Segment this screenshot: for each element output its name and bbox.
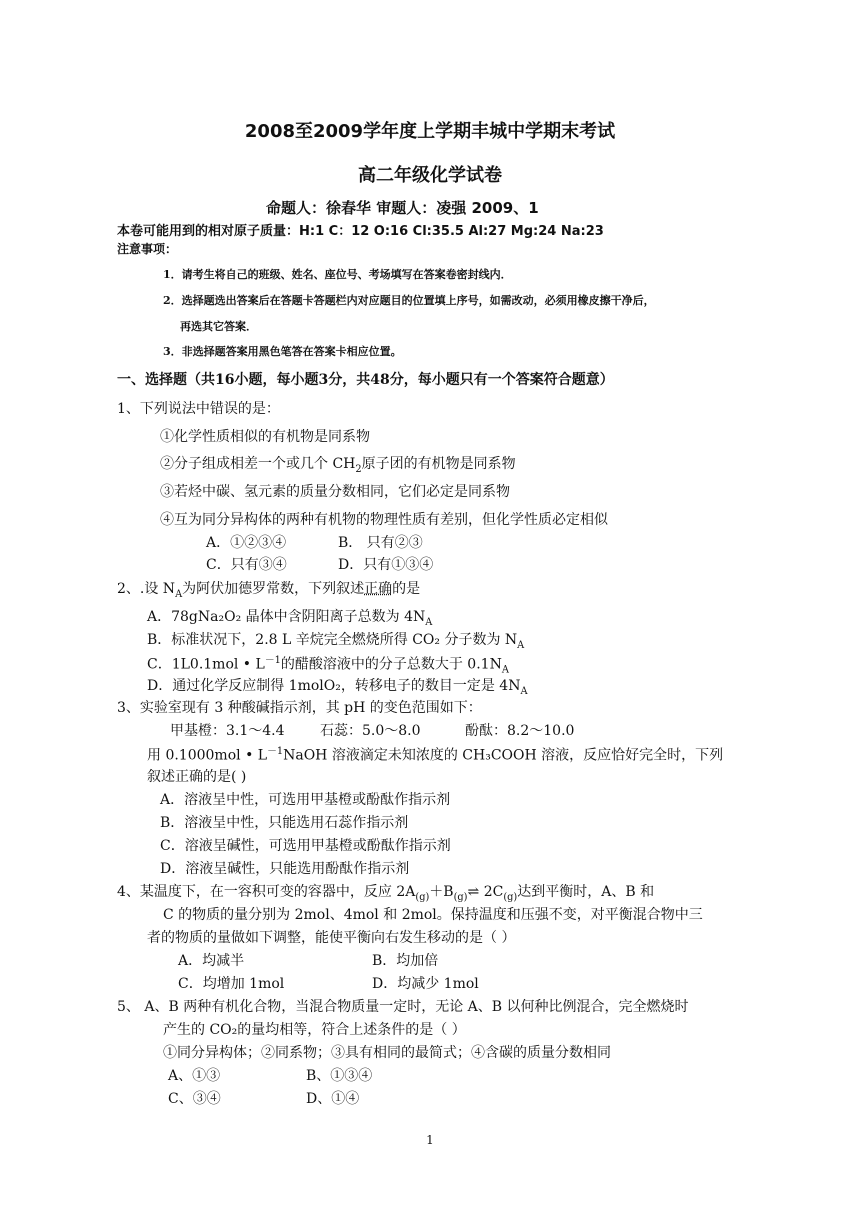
q1-option-b: B． 只有②③ [338,535,423,551]
q2-stem-a: 2、.设 N [117,581,176,597]
q2-a-text: A．78gNa₂O₂ 晶体中含阴阳离子总数为 4N [147,609,426,625]
question-1-stem: 1、下列说法中错误的是： [117,401,280,417]
q3-option-c: C．溶液呈碱性，可选用甲基橙或酚酞作指示剂 [160,838,451,854]
q4-option-d: D．均减少 1mol [372,976,479,992]
q3-indicator-litmus: 石蕊：5.0～8.0 [320,723,421,739]
q3-line-3: 叙述正确的是( ) [147,769,247,785]
notice-3: 3．非选择题答案用黑色笔答在答案卡相应位置。 [163,345,402,358]
q2-stem-c: 的是 [392,581,421,597]
q1-statement-2 [160,453,516,475]
q1-option-a: A．①②③④ [206,535,287,551]
page-number: 1 [426,1133,434,1147]
q1-statement-3: ③若烃中碳、氢元素的质量分数相同，它们必定是同系物 [160,484,510,500]
q2-stem-b: 为阿伏加德罗常数，下列叙述 [182,581,365,597]
q2-option-a [147,606,432,628]
q5-option-a: A、①③ [168,1068,221,1084]
q4-g3: (g) [503,891,518,903]
question-4-line-1 [117,881,654,903]
q4-g1: (g) [415,891,430,903]
q4-g2: (g) [453,891,468,903]
q2-stem-sub: A [175,588,183,600]
q4-option-a: A．均减半 [178,953,245,969]
authors-line: 命题人：徐春华 审题人：凌强 2009、1 [266,199,539,217]
q2-option-d [147,675,528,697]
q5-line-2: 产生的 CO₂的量均相等，符合上述条件的是（ ） [163,1022,466,1038]
q5-option-b: B、①③④ [306,1068,373,1084]
notice-1: 1．请考生将自己的班级、姓名、座位号、考场填写在答案卷密封线内． [163,268,512,281]
q1-s2-sub: 2 [355,463,362,475]
q2-a-sub: A [425,616,433,628]
q2-b-text: B．标准状况下，2.8 L 辛烷完全燃烧所得 CO₂ 分子数为 N [147,632,518,648]
q3-option-a: A．溶液呈中性，可选用甲基橙或酚酞作指示剂 [160,792,451,808]
q4-option-c: C．均增加 1mol [178,976,285,992]
q1-statement-4: ④互为同分异构体的两种有机物的物理性质有差别，但化学性质必定相似 [160,512,608,528]
q1-statement-1: ①化学性质相似的有机物是同系物 [160,429,370,445]
q4-option-b: B．均加倍 [372,953,439,969]
exam-title: 2008至2009学年度上学期丰城中学期末考试 [244,121,616,142]
q1-s2-text-b: 原子团的有机物是同系物 [361,456,516,472]
q2-option-b [147,629,524,651]
q5-line-3: ①同分异构体；②同系物；③具有相同的最简式；④含碳的质量分数相同 [163,1045,611,1061]
q3-indicator-methyl-orange: 甲基橙：3.1～4.4 [170,723,285,739]
q3-line-2 [147,743,723,765]
notice-label: 注意事项： [117,242,178,256]
q3-line2-sup: －1 [267,746,284,757]
q2-d-sub: A [520,685,528,697]
notice-2: 2．选择题选出答案后在答题卡答题栏内对应题目的位置填上序号，如需改动，必须用橡皮擦干净后， [163,294,655,307]
q2-c-sup: －1 [264,655,281,666]
q2-c-text-b: 的醋酸溶液中的分子总数大于 0.1N [280,656,502,673]
q4-line1-a: 4、某温度下，在一容积可变的容器中，反应 2A [117,884,416,900]
q1-s2-text-a: ②分子组成相差一个或几个 CH [160,456,356,472]
q3-option-b: B．溶液呈中性，只能选用石蕊作指示剂 [160,815,409,831]
q2-c-sub: A [501,664,509,676]
q5-option-d: D、①④ [306,1091,360,1107]
q3-line2-b: NaOH 溶液滴定未知浓度的 CH₃COOH 溶液，反应恰好完全时，下列 [283,747,724,764]
q2-d-text: D．通过化学反应制得 1molO₂，转移电子的数目一定是 4N [147,678,521,694]
question-5-line-1: 5、 A、B 两种有机化合物，当混合物质量一定时，无论 A、B 以何种比例混合，完全燃烧时 [117,999,689,1015]
question-3-stem: 3、实验室现有 3 种酸碱指示剂，其 pH 的变色范围如下： [117,700,482,716]
notice-2-continued: 再选其它答案． [180,320,257,333]
atomic-mass-line: 本卷可能用到的相对原子质量：H:1 C：12 O:16 Cl:35.5 Al:27 Mg:24 Na:23 [117,224,604,239]
section-heading: 一、选择题（共16小题，每小题3分，共48分，每小题只有一个答案符合题意） [117,372,614,388]
q2-option-c [147,652,509,675]
q4-line-2: C 的物质的量分别为 2mol、4mol 和 2mol。保持温度和压强不变，对平衡混合物中三 [163,907,703,923]
exam-subtitle: 高二年级化学试卷 [358,165,502,186]
q5-option-c: C、③④ [168,1091,221,1107]
q2-stem-emphasis: 正确 [364,581,393,597]
q1-option-d: D．只有①③④ [338,557,434,573]
q2-b-sub: A [517,639,525,651]
q4-line-3: 者的物质的量做如下调整，能使平衡向右发生移动的是（ ） [147,930,516,946]
q4-line1-d: 达到平衡时，A、B 和 [517,884,655,900]
q1-option-c: C．只有③④ [206,557,287,573]
question-2-stem [117,578,420,600]
q3-indicator-phenolphthalein: 酚酞：8.2～10.0 [465,723,575,739]
q3-option-d: D．溶液呈碱性，只能选用酚酞作指示剂 [160,861,410,877]
q3-line2-a: 用 0.1000mol • L [147,747,268,764]
q2-c-text-a: C．1L0.1mol • L [147,656,265,673]
q4-line1-b: ＋B [429,884,454,900]
q4-line1-c: ⇌ 2C [467,884,504,900]
